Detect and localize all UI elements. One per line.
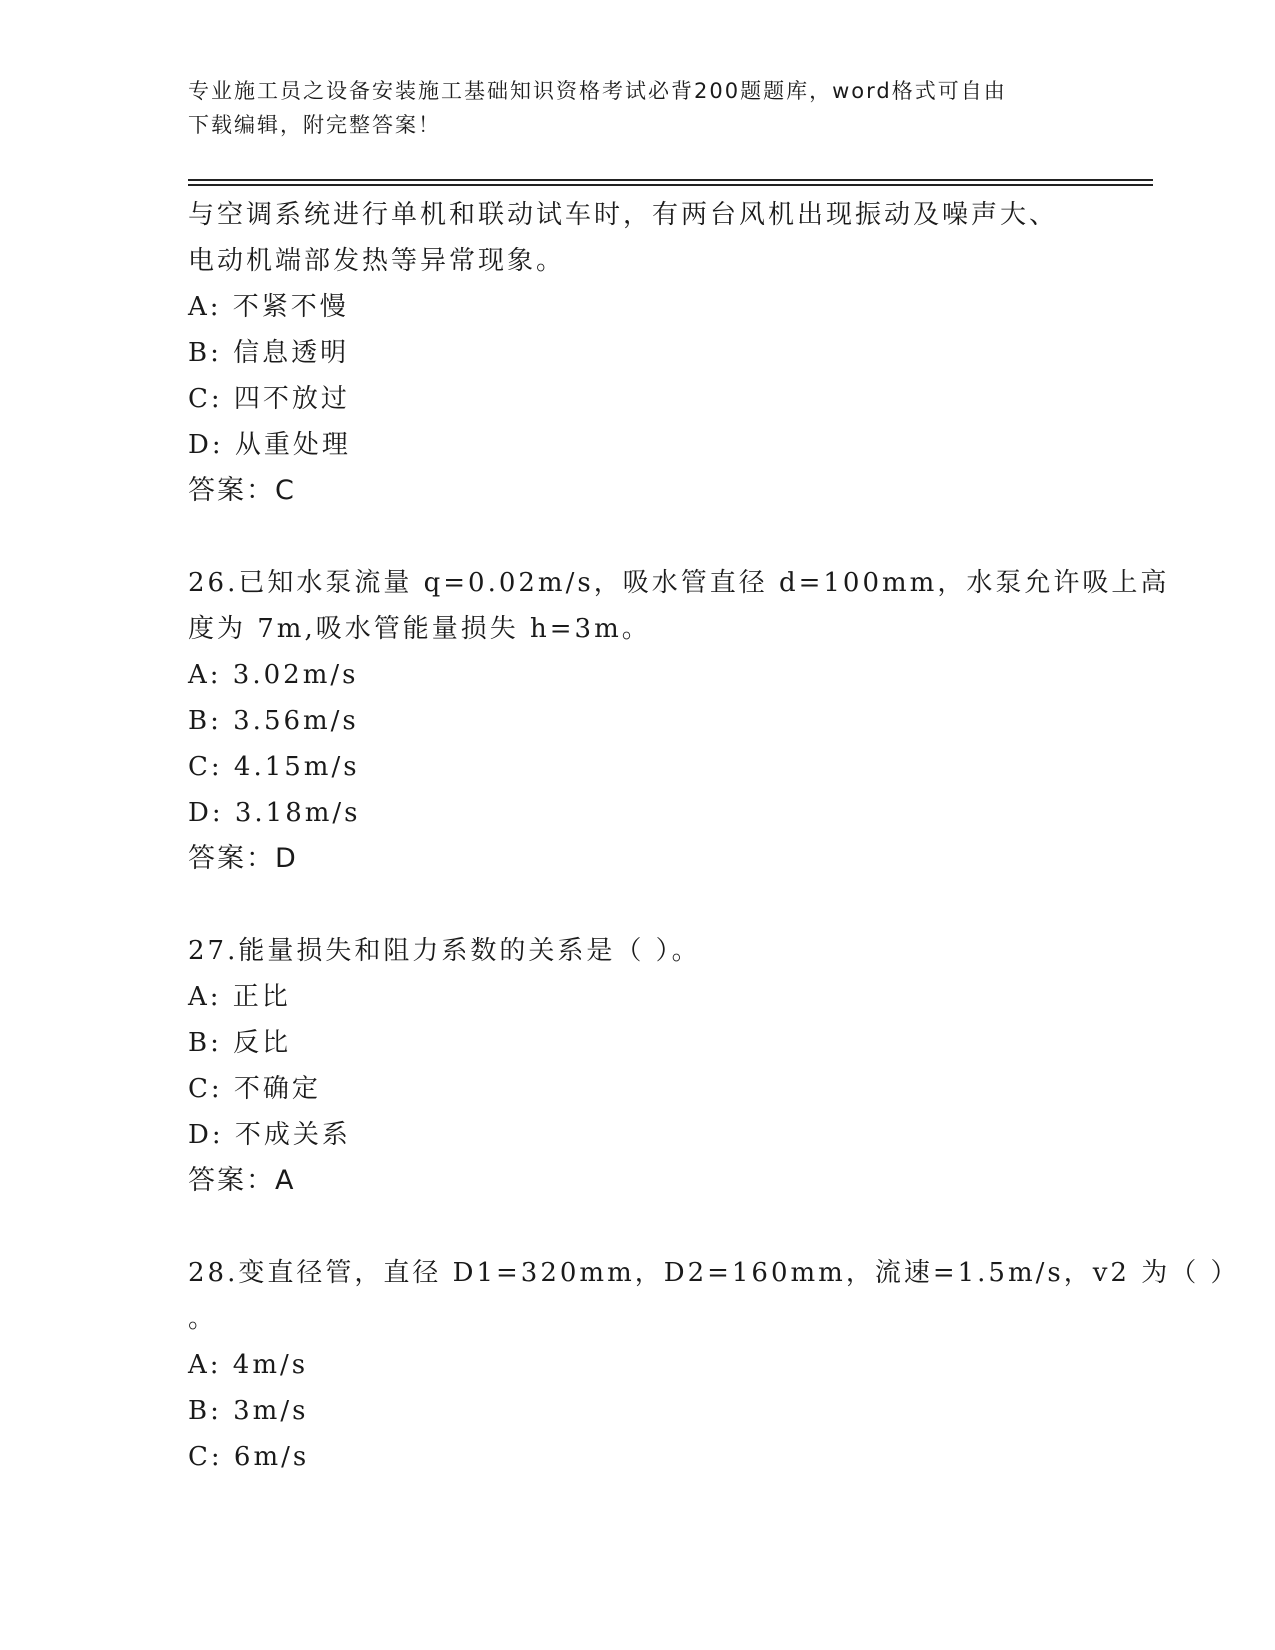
answer-line: 答案：D [188,843,298,874]
question-spacer [188,1204,1068,1250]
option-c: C: 不确定 [188,1074,321,1104]
question-stem-line: 度为 7m,吸水管能量损失 h=3m。 [188,614,651,644]
question-28 [188,1250,1240,1480]
option-c: C: 6m/s [188,1442,310,1472]
header-line-2: 下载编辑，附完整答案！ [188,113,441,137]
header-rule-bottom [188,184,1153,186]
option-b: B: 3m/s [188,1396,309,1426]
option-a: A: 正比 [188,982,291,1012]
header-rule-top [188,179,1153,181]
question-stem-line: 。 [188,1304,218,1334]
document-header [188,74,1068,142]
question-spacer [188,514,1068,560]
question-spacer [188,882,1068,928]
question-stem-line: 27.能量损失和阻力系数的关系是（ ）。 [188,936,701,966]
question-stem-line: 28.变直径管，直径 D1=320mm，D2=160mm，流速=1.5m/s，v2 为（ ） [188,1258,1240,1288]
option-a: A: 4m/s [188,1350,309,1380]
option-a: A: 3.02m/s [188,660,359,690]
option-b: B: 信息透明 [188,338,350,368]
question-stem-line: 电动机端部发热等异常现象。 [188,246,566,276]
option-d: D: 3.18m/s [188,798,361,828]
question-26 [188,560,1170,882]
option-d: D: 不成关系 [188,1120,351,1150]
header-line-1: 专业施工员之设备安装施工基础知识资格考试必背200题题库，word格式可自由 [188,79,1007,103]
question-stem-line: 与空调系统进行单机和联动试车时，有两台风机出现振动及噪声大、 [188,200,1059,230]
answer-line: 答案：C [188,475,296,506]
question-list [188,192,1240,1480]
option-c: C: 4.15m/s [188,752,360,782]
answer-line: 答案：A [188,1165,296,1196]
question-25 [188,192,1068,514]
option-b: B: 3.56m/s [188,706,359,736]
option-d: D: 从重处理 [188,430,351,460]
option-b: B: 反比 [188,1028,292,1058]
option-a: A: 不紧不慢 [188,292,349,322]
option-c: C: 四不放过 [188,384,350,414]
question-27 [188,928,1068,1204]
question-stem-line: 26.已知水泵流量 q=0.02m/s，吸水管直径 d=100mm，水泵允许吸上高 [188,568,1170,598]
